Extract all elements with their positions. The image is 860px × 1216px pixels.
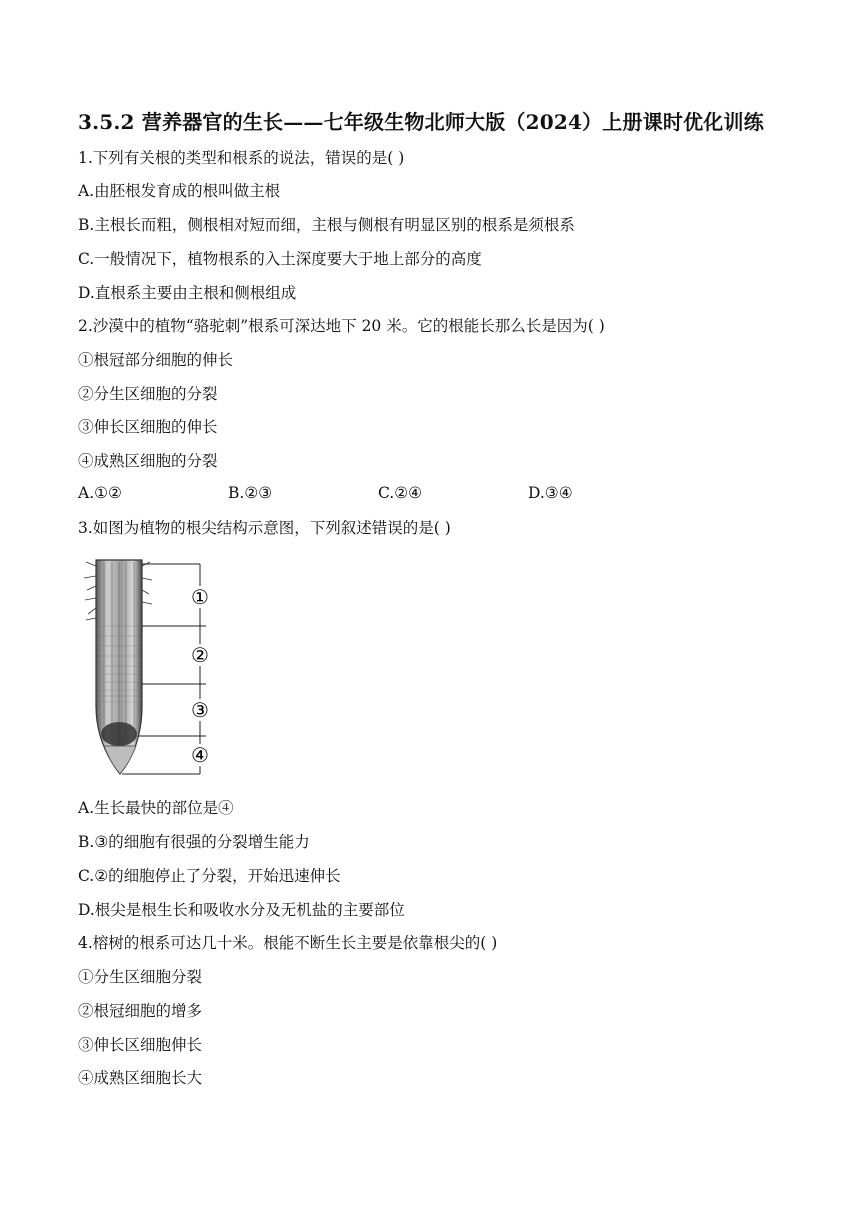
question-1-option-b: B.主根长而粗，侧根相对短而细，主根与侧根有明显区别的根系是须根系 [78, 216, 575, 234]
root-tip-illustration [82, 556, 212, 782]
question-2-option-d: D.③④ [528, 484, 573, 502]
question-4-stem: 4.榕树的根系可达几十米。根能不断生长主要是依靠根尖的( ) [78, 934, 498, 952]
question-1-option-d: D.直根系主要由主根和侧根组成 [78, 284, 297, 302]
question-2-item-2: ②分生区细胞的分裂 [78, 385, 218, 403]
question-3-option-d: D.根尖是根生长和吸收水分及无机盐的主要部位 [78, 901, 405, 919]
page-title: 3.5.2 营养器官的生长——七年级生物北师大版（2024）上册课时优化训练 [78, 110, 764, 134]
label-4: ④ [191, 743, 209, 767]
question-3-option-a: A.生长最快的部位是④ [78, 799, 234, 817]
label-2: ② [191, 643, 209, 667]
question-4-item-1: ①分生区细胞分裂 [78, 968, 203, 986]
label-1: ① [191, 585, 209, 609]
question-4-item-3: ③伸长区细胞伸长 [78, 1036, 203, 1054]
question-3-option-b: B.③的细胞有很强的分裂增生能力 [78, 833, 310, 851]
question-1-option-a: A.由胚根发育成的根叫做主根 [78, 182, 281, 200]
question-2-item-1: ①根冠部分细胞的伸长 [78, 351, 234, 369]
question-2-options [78, 484, 638, 504]
question-2-option-b: B.②③ [228, 484, 273, 502]
question-1-option-c: C.一般情况下，植物根系的入土深度要大于地上部分的高度 [78, 250, 482, 268]
question-2-item-3: ③伸长区细胞的伸长 [78, 418, 218, 436]
question-3-option-c: C.②的细胞停止了分裂，开始迅速伸长 [78, 867, 341, 885]
question-1-stem: 1.下列有关根的类型和根系的说法，错误的是( ) [78, 149, 405, 167]
question-3-stem: 3.如图为植物的根尖结构示意图，下列叙述错误的是( ) [78, 519, 451, 537]
root-tip-diagram [82, 556, 212, 782]
question-4-item-2: ②根冠细胞的增多 [78, 1002, 203, 1020]
question-2-item-4: ④成熟区细胞的分裂 [78, 452, 218, 470]
question-2-stem: 2.沙漠中的植物“骆驼刺”根系可深达地下 20 米。它的根能长那么长是因为( ) [78, 317, 605, 335]
question-4-item-4: ④成熟区细胞长大 [78, 1069, 203, 1087]
label-3: ③ [191, 698, 209, 722]
question-2-option-a: A.①② [78, 484, 122, 502]
question-2-option-c: C.②④ [378, 484, 423, 502]
